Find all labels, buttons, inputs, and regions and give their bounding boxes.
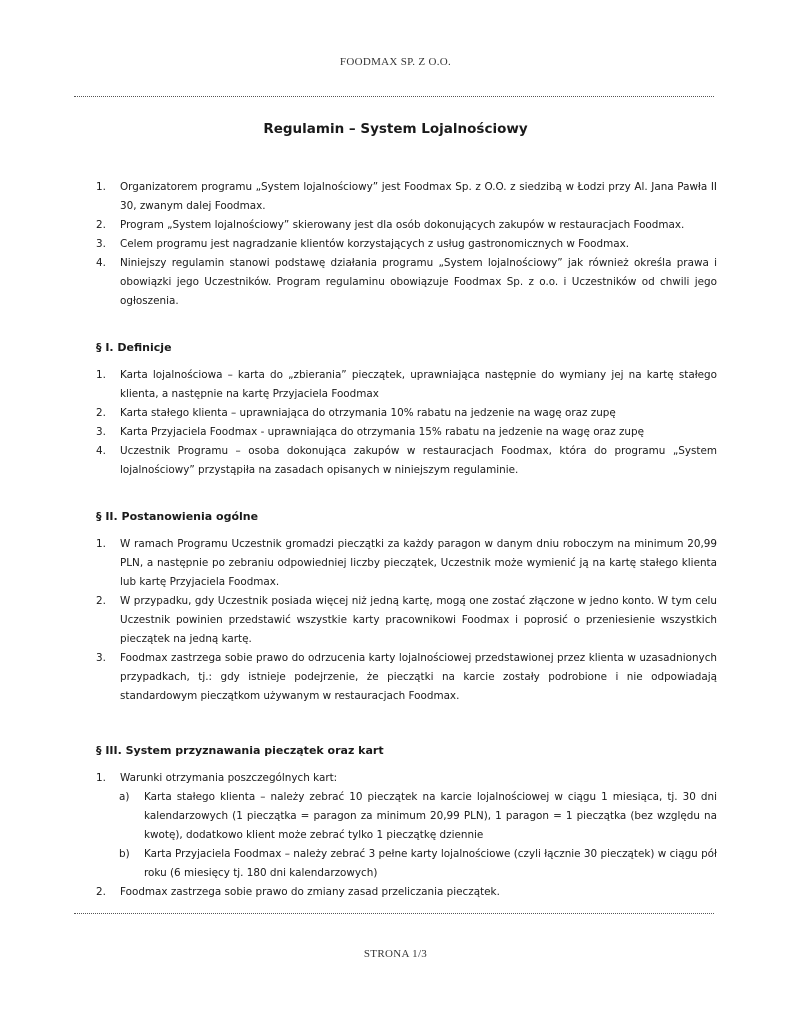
stamp-system-subitem	[96, 788, 717, 845]
definition-item	[96, 366, 717, 404]
page-number: STRONA 1/3	[363, 948, 428, 960]
item-text: W przypadku, gdy Uczestnik posiada więcej niż jedną kartę, mogą one zostać złączone w jedno konto. W tym celu Uczestnik powinien przedstawić wszystkie karty pracownikowi Foodmax i poprosić o przeniesienie wszystkich pieczątek na jedną kartę.	[120, 595, 717, 645]
document-title: Regulamin – System Lojalnościowy	[263, 121, 528, 137]
header-divider	[74, 96, 714, 97]
subitem-letter: b)	[119, 848, 130, 860]
subitem-text: Karta Przyjaciela Foodmax – należy zebrać 3 pełne karty lojalnościowe (czyli łącznie 30 pieczątek) w ciągu pół roku (6 miesięcy tj. 180 dni kalendarzowych)	[144, 848, 717, 879]
subitem-text: Karta stałego klienta – należy zebrać 10 pieczątek na karcie lojalnościowej w ciągu 1 miesiąca, tj. 30 dni kalendarzowych (1 pieczątka = paragon za minimum 20,99 PLN), 1 paragon = 1 pieczątka (bez względu na kwotę), dodatkowo klient może zebrać tylko 1 pieczątkę dziennie	[144, 791, 717, 841]
intro-item	[96, 178, 717, 216]
item-number: 1.	[96, 181, 106, 193]
item-text: Celem programu jest nagradzanie klientów korzystających z usług gastronomicznych w Foodmax.	[120, 238, 630, 250]
item-text: Karta stałego klienta – uprawniająca do otrzymania 10% rabatu na jedzenie na wagę oraz zupę	[120, 407, 616, 419]
item-number: 2.	[96, 886, 106, 898]
footer-divider	[74, 913, 714, 914]
stamp-system-item	[96, 769, 717, 788]
item-number: 2.	[96, 407, 106, 419]
section-heading-stamp-system: § III. System przyznawania pieczątek oraz kart	[96, 744, 384, 757]
item-number: 3.	[96, 652, 106, 664]
item-text: Warunki otrzymania poszczególnych kart:	[120, 772, 338, 784]
item-number: 3.	[96, 426, 106, 438]
item-number: 1.	[96, 369, 106, 381]
item-text: Organizatorem programu „System lojalnościowy” jest Foodmax Sp. z O.O. z siedzibą w Łodzi przy Al. Jana Pawła II 30, zwanym dalej Foodmax.	[120, 181, 717, 212]
item-number: 2.	[96, 219, 106, 231]
subitem-letter: a)	[119, 791, 130, 803]
provision-item	[96, 592, 717, 649]
intro-item	[96, 235, 717, 254]
item-number: 4.	[96, 257, 106, 269]
item-number: 3.	[96, 238, 106, 250]
item-number: 1.	[96, 772, 106, 784]
section-heading-definitions: § I. Definicje	[96, 341, 172, 354]
provision-item	[96, 535, 717, 592]
intro-item	[96, 216, 717, 235]
definition-item	[96, 423, 717, 442]
item-text: Uczestnik Programu – osoba dokonująca zakupów w restauracjach Foodmax, która do programu „System lojalnościowy” przystąpiła na zasadach opisanych w niniejszym regulaminie.	[120, 445, 717, 476]
item-text: W ramach Programu Uczestnik gromadzi pieczątki za każdy paragon w danym dniu roboczym na minimum 20,99 PLN, a następnie po zebraniu odpowiedniej liczby pieczątek, Uczestnik może wymienić ją na kartę stałego klienta lub kartę Przyjaciela Foodmax.	[120, 538, 717, 588]
item-text: Karta lojalnościowa – karta do „zbierania” pieczątek, uprawniająca następnie do wymiany jej na kartę stałego klienta, a następnie na kartę Przyjaciela Foodmax	[120, 369, 717, 400]
document-body	[96, 178, 717, 902]
item-text: Foodmax zastrzega sobie prawo do zmiany zasad przeliczania pieczątek.	[120, 886, 500, 898]
item-text: Karta Przyjaciela Foodmax - uprawniająca do otrzymania 15% rabatu na jedzenie na wagę oraz zupę	[120, 426, 644, 438]
item-text: Niniejszy regulamin stanowi podstawę działania programu „System lojalnościowy” jak również określa prawa i obowiązki jego Uczestników. Program regulaminu obowiązuje Foodmax Sp. z o.o. i Uczestników od chwili jego ogłoszenia.	[120, 257, 717, 307]
item-text: Foodmax zastrzega sobie prawo do odrzucenia karty lojalnościowej przedstawionej przez klienta w uzasadnionych przypadkach, tj.: gdy istnieje podejrzenie, że pieczątki na karcie zostały podrobione i nie odpowiadają standardowym pieczątkom używanym w restauracjach Foodmax.	[120, 652, 717, 702]
header-company-name: FOODMAX SP. Z O.O.	[339, 56, 452, 68]
item-text: Program „System lojalnościowy” skierowany jest dla osób dokonujących zakupów w restauracjach Foodmax.	[120, 219, 685, 231]
item-number: 1.	[96, 538, 106, 550]
section-heading-general-provisions: § II. Postanowienia ogólne	[96, 510, 259, 523]
stamp-system-subitem	[96, 845, 717, 883]
definition-item	[96, 404, 717, 423]
item-number: 2.	[96, 595, 106, 607]
stamp-system-item	[96, 883, 717, 902]
definition-item	[96, 442, 717, 480]
intro-item	[96, 254, 717, 311]
provision-item	[96, 649, 717, 706]
item-number: 4.	[96, 445, 106, 457]
